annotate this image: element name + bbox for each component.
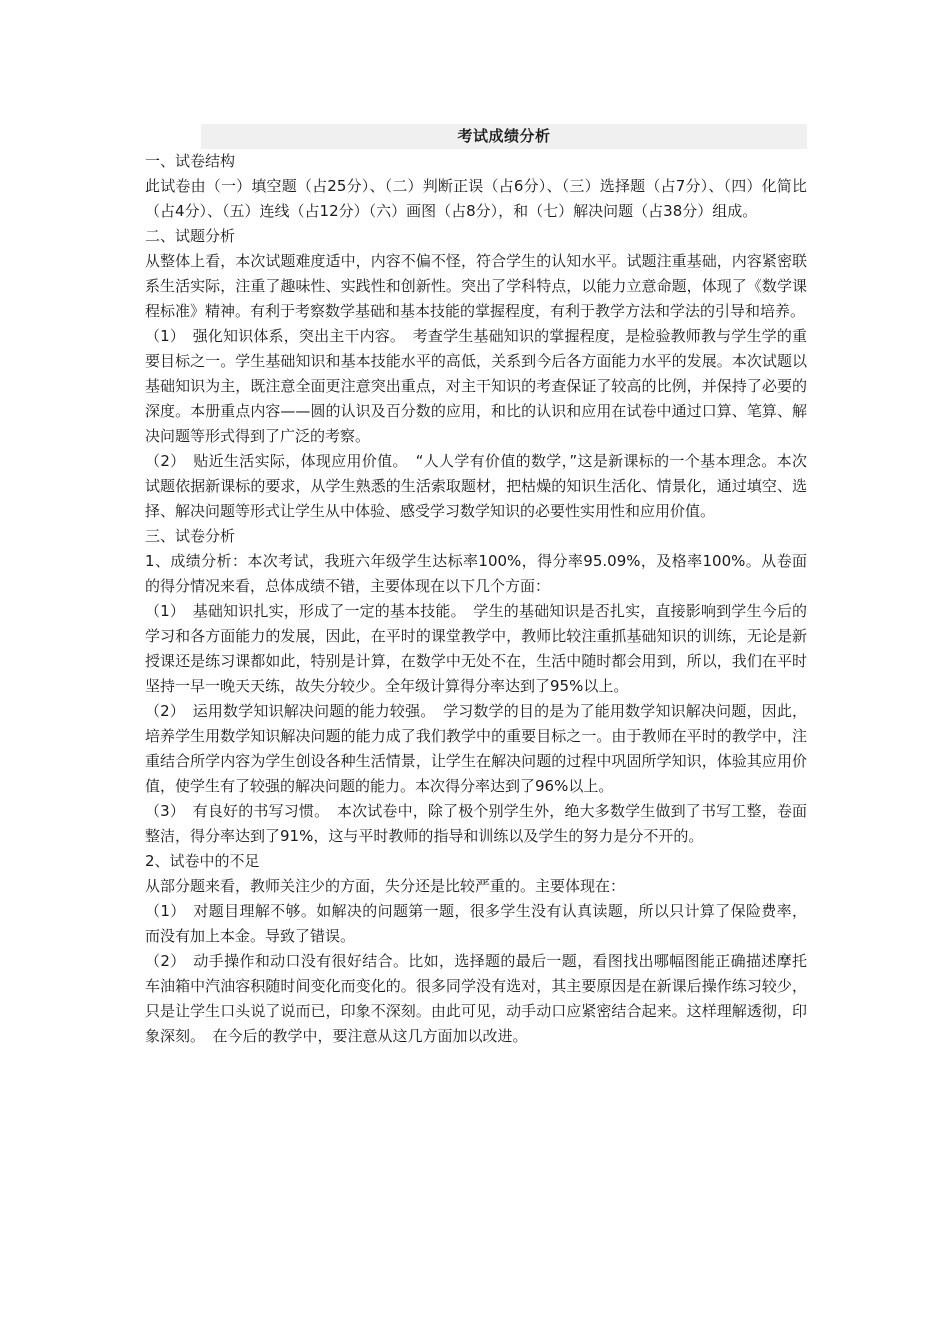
document-page xyxy=(145,124,807,1049)
paragraph-strength-1: （1） 基础知识扎实，形成了一定的基本技能。 学生的基础知识是否扎实，直接影响到学生今后的学习和各方面能力的发展，因此，在平时的课堂教学中，教师比较注重抓基础知识的训练，无论是新授课还是练习课都如此，特别是计算，在数学中无处不在，生活中随时都会用到，所以，我们在平时坚持一早一晚天天练，故失分较少。全年级计算得分率达到了95%以上。 xyxy=(145,602,807,695)
document-title: 考试成绩分析 xyxy=(201,124,807,149)
paragraph-strength-3: （3） 有良好的书写习惯。 本次试卷中，除了极个别学生外，绝大多数学生做到了书写工整，卷面整洁，得分率达到了91%，这与平时教师的指导和训练以及学生的努力是分不开的。 xyxy=(145,802,807,845)
section-heading-structure: 一、试卷结构 xyxy=(145,152,236,170)
section-heading-shortcomings: 2、试卷中的不足 xyxy=(145,852,260,870)
paragraph-score-analysis: 1、成绩分析：本次考试，我班六年级学生达标率100%，得分率95.09%，及格率100%。从卷面的得分情况来看，总体成绩不错，主要体现在以下几个方面： xyxy=(145,552,807,595)
section-heading-question-analysis: 二、试题分析 xyxy=(145,227,236,245)
paragraph-structure: 此试卷由（一）填空题（占25分）、（二）判断正误（占6分）、（三）选择题（占7分）、（四）化简比（占4分）、（五）连线（占12分）（六）画图（占8分），和（七）解决问题（占38分）组成。 xyxy=(145,177,807,220)
paragraph-overview: 从整体上看，本次试题难度适中，内容不偏不怪，符合学生的认知水平。试题注重基础，内容紧密联系生活实际，注重了趣味性、实践性和创新性。突出了学科特点，以能力立意命题，体现了《数学课程标准》精神。有利于考察数学基础和基本技能的掌握程度，有利于教学方法和学法的引导和培养。 xyxy=(145,252,807,320)
paragraph-shortcoming-1: （1） 对题目理解不够。如解决的问题第一题，很多学生没有认真读题，所以只计算了保险费率，而没有加上本金。导致了错误。 xyxy=(145,902,807,945)
paragraph-shortcomings-intro: 从部分题来看，教师关注少的方面，失分还是比较严重的。主要体现在： xyxy=(145,877,626,895)
section-heading-paper-analysis: 三、试卷分析 xyxy=(145,527,236,545)
paragraph-strength-2: （2） 运用数学知识解决问题的能力较强。 学习数学的目的是为了能用数学知识解决问题，因此，培养学生用数学知识解决问题的能力成了我们教学中的重要目标之一。由于教师在平时的教学中，注重结合所学内容为学生创设各种生活情景，让学生在解决问题的过程中巩固所学知识，体验其应用价值，使学生有了较强的解决问题的能力。本次得分率达到了96%以上。 xyxy=(145,702,807,795)
paragraph-point-2: （2） 贴近生活实际，体现应用价值。 “人人学有价值的数学，”这是新课标的一个基本理念。本次试题依据新课标的要求，从学生熟悉的生活索取题材，把枯燥的知识生活化、情景化，通过填空、选择、解决问题等形式让学生从中体验、感受学习数学知识的必要性实用性和应用价值。 xyxy=(145,452,807,520)
paragraph-shortcoming-2: （2） 动手操作和动口没有很好结合。比如，选择题的最后一题，看图找出哪幅图能正确描述摩托车油箱中汽油容积随时间变化而变化的。很多同学没有选对，其主要原因是在新课后操作练习较少，只是让学生口头说了说而已，印象不深刻。由此可见，动手动口应紧密结合起来。这样理解透彻，印象深刻。 在今后的教学中，要注意从这几方面加以改进。 xyxy=(145,952,807,1045)
paragraph-point-1: （1） 强化知识体系，突出主干内容。 考查学生基础知识的掌握程度，是检验教师教与学生学的重要目标之一。学生基础知识和基本技能水平的高低，关系到今后各方面能力水平的发展。本次试题以基础知识为主，既注意全面更注意突出重点，对主干知识的考查保证了较高的比例，并保持了必要的深度。本册重点内容——圆的认识及百分数的应用，和比的认识和应用在试卷中通过口算、笔算、解决问题等形式得到了广泛的考察。 xyxy=(145,327,807,445)
